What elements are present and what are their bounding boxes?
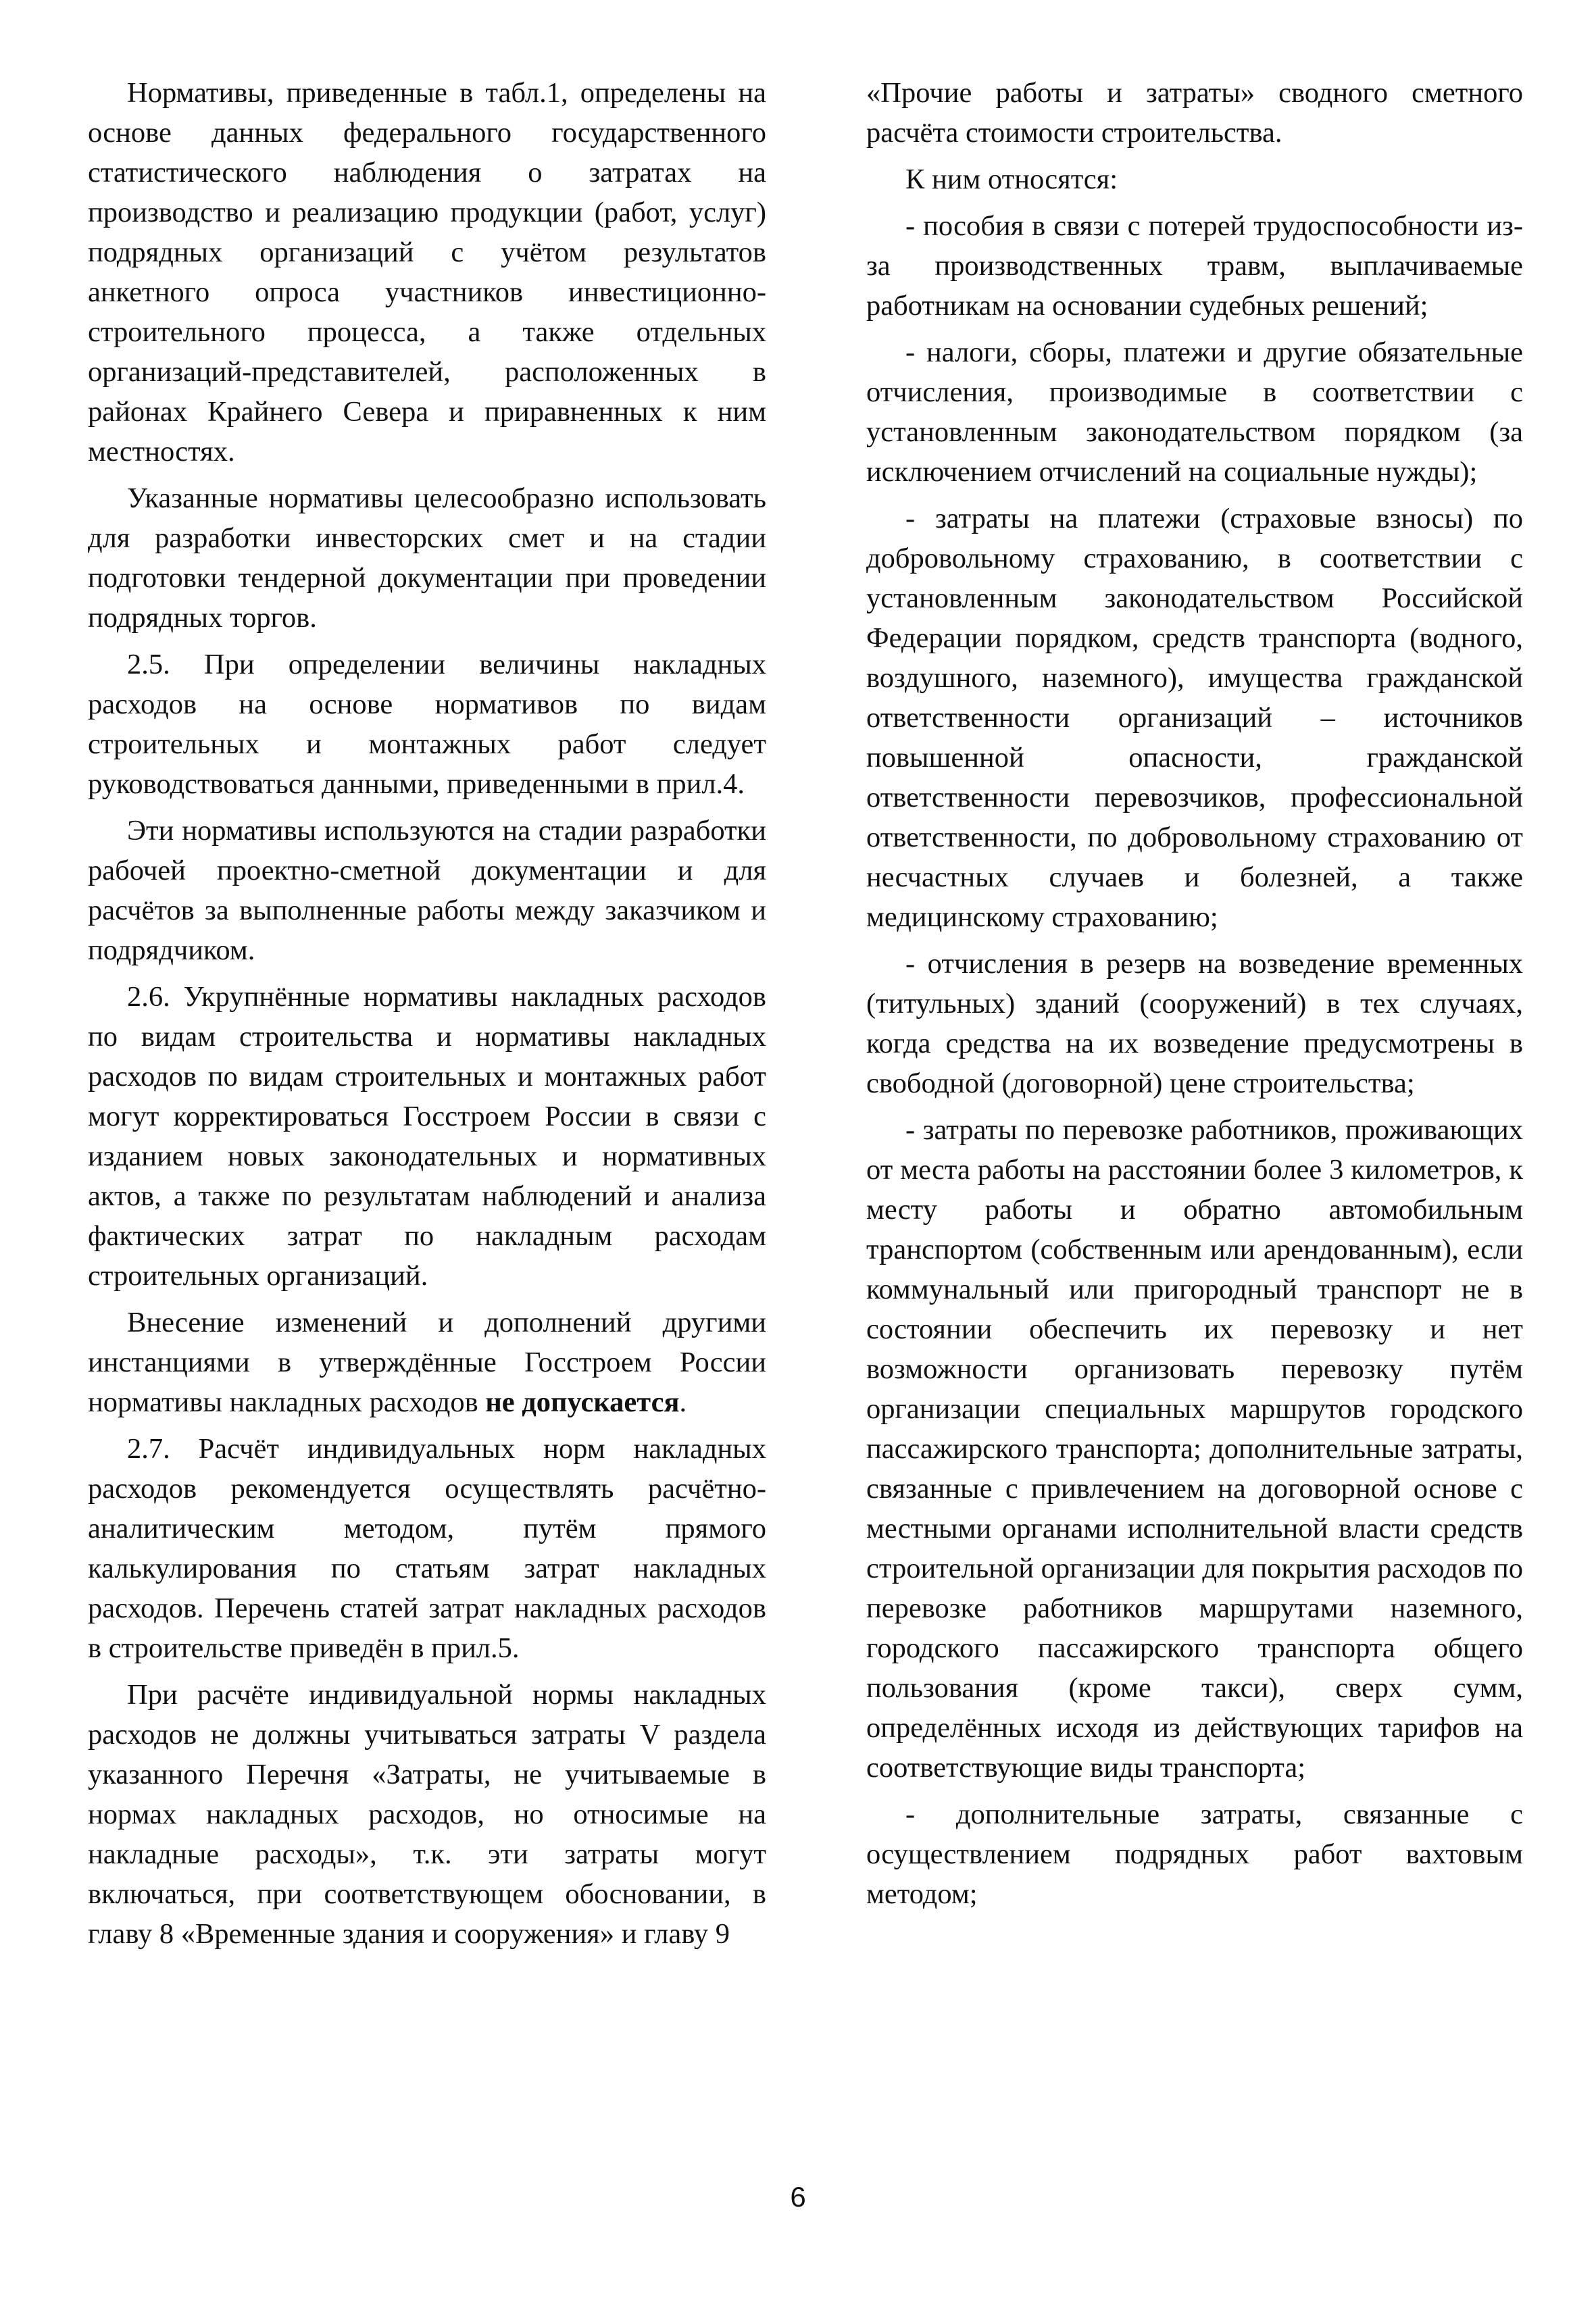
- right-column: [866, 73, 1523, 1921]
- paragraph-norms-usage: Указанные нормативы целесообразно использовать для разработки инвесторских смет и на стадии подготовки тендерной документации при проведении подрядных торгов.: [88, 482, 766, 634]
- list-item-worker-transport: - затраты по перевозке работников, проживающих от места работы на расстоянии более 3 километров, к месту работы и обратно автомобильным транспортом (собственным или арендованным), если коммунальный или пригородный транспорт не в состоянии обеспечить их перевозку и нет возможности организовать перевозку путём организации специальных маршрутов городского пассажирского транспорта; дополнительные затраты, связанные с привлечением на договорной основе с местными органами исполнительной власти средств строительной организации для покрытия расходов по перевозке работников маршрутами наземного, городского пассажирского транспорта общего пользования (кроме такси), сверх сумм, определённых исходя из действующих тарифов на соответствующие виды транспорта;: [866, 1114, 1523, 1784]
- paragraph-list-intro: К ним относятся:: [905, 164, 1118, 195]
- left-column: [88, 73, 766, 1961]
- list-item-taxes-fees: - налоги, сборы, платежи и другие обязательные отчисления, производимые в соответствии с установленным законодательством порядком (за исключением отчислений на социальные нужды);: [866, 336, 1523, 488]
- paragraph-section-2-6: 2.6. Укрупнённые нормативы накладных расходов по видам строительства и нормативы накладных расходов по видам строительных и монтажных работ могут корректироваться Госстроем России в связи с изданием новых законодательных и нормативных актов, а также по результатам наблюдений и анализа фактических затрат по накладным расходам строительных организаций.: [88, 981, 766, 1292]
- list-item-insurance-payments: - затраты на платежи (страховые взносы) по добровольному страхованию, в соответствии с установленным законодательством Российской Федерации порядком, средств транспорта (водного, воздушного, наземного), имущества гражданской ответственности организаций – источников повышенной опасности, гражданской ответственности перевозчиков, профессиональной ответственности, по добровольному страхованию от несчастных случаев и болезней, а также медицинскому страхованию;: [866, 503, 1523, 933]
- changes-text: Внесение изменений и дополнений другими инстанциями в утверждённые Госстроем России нормативы накладных расходов: [88, 1307, 766, 1418]
- paragraph-section-2-5: 2.5. При определении величины накладных расходов на основе нормативов по видам строительных и монтажных работ следует руководствоваться данными, приведенными в прил.4.: [88, 649, 766, 800]
- paragraph-norms-origin: Нормативы, приведенные в табл.1, определены на основе данных федерального государственного статистического наблюдения о затратах на производство и реализацию продукции (работ, услуг) подрядных организаций с учётом результатов анкетного опроса участников инвестиционно-строительного процесса, а также отдельных организаций-представителей, расположенных в районах Крайнего Севера и приравненных к ним местностях.: [88, 77, 766, 468]
- list-item-injury-benefits: - пособия в связи с потерей трудоспособности из-за производственных травм, выплачиваемые работникам на основании судебных решений;: [866, 210, 1523, 322]
- page-number: 6: [790, 2181, 806, 2213]
- changes-period: .: [679, 1386, 687, 1418]
- paragraph-section-2-7: 2.7. Расчёт индивидуальных норм накладных расходов рекомендуется осуществлять расчётно-аналитическим методом, путём прямого калькулирования по статьям затрат накладных расходов. Перечень статей затрат накладных расходов в строительстве приведён в прил.5.: [88, 1433, 766, 1664]
- paragraph-continuation: «Прочие работы и затраты» сводного сметного расчёта стоимости строительства.: [866, 77, 1523, 149]
- paragraph-individual-norm: При расчёте индивидуальной нормы накладных расходов не должны учитываться затраты V раздела указанного Перечня «Затраты, не учитываемые в нормах накладных расходов, но относимые на накладные расходы», т.к. эти затраты могут включаться, при соответствующем обосновании, в главу 8 «Временные здания и сооружения» и главу 9: [88, 1679, 766, 1950]
- list-item-temporary-buildings-reserve: - отчисления в резерв на возведение временных (титульных) зданий (сооружений) в тех случаях, когда средства на их возведение предусмотрены в свободной (договорной) цене строительства;: [866, 948, 1523, 1099]
- not-allowed-emphasis: не допускается: [485, 1386, 680, 1418]
- paragraph-norms-stage: Эти нормативы используются на стадии разработки рабочей проектно-сметной документации и для расчётов за выполненные работы между заказчиком и подрядчиком.: [88, 815, 766, 966]
- paragraph-changes-prohibited: [88, 1303, 766, 1422]
- list-item-rotational-work: - дополнительные затраты, связанные с осуществлением подрядных работ вахтовым методом;: [866, 1799, 1523, 1910]
